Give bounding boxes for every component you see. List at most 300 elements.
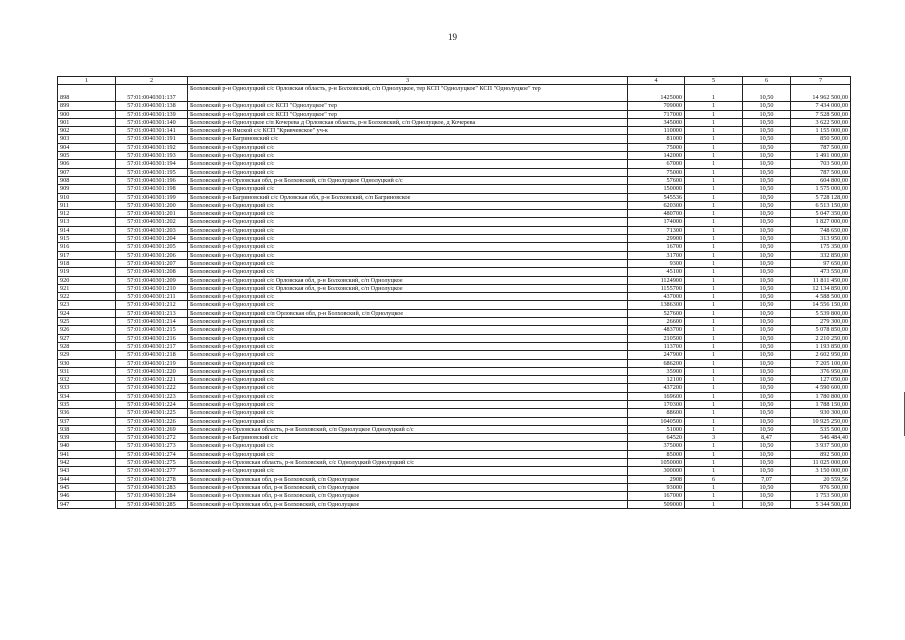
row-number: 928 bbox=[58, 342, 116, 350]
row-number: 931 bbox=[58, 367, 116, 375]
table-row bbox=[58, 168, 851, 176]
cadastral-number: 57:01:0040301:206 bbox=[116, 251, 188, 259]
rate-cell: 10,50 bbox=[743, 135, 791, 143]
table-row bbox=[58, 218, 851, 226]
value-cell: 1 788 150,00 bbox=[791, 400, 851, 408]
value-cell: 11 025 000,00 bbox=[791, 459, 851, 467]
value-cell: 5 047 350,00 bbox=[791, 210, 851, 218]
location-cell: Болховский р-н Орловская обл, р-н Болховский, с/п Однолуцкое bbox=[188, 492, 628, 500]
area-cell: 1040500 bbox=[628, 417, 685, 425]
location-cell: Болховский р-н Однолуцкий с/с КСП "Однолуцкое" тер bbox=[188, 110, 628, 118]
location-cell: Болховский р-н Однолуцкий с/с Орловская область, р-н Болховский, с/п Однолуцкое, тер КСП "Однолуцкое" КСП "Однолуцкое" тер bbox=[188, 85, 628, 102]
coefficient-cell: 1 bbox=[685, 185, 743, 193]
coefficient-cell: 1 bbox=[685, 293, 743, 301]
row-number: 918 bbox=[58, 259, 116, 267]
coefficient-cell: 1 bbox=[685, 376, 743, 384]
area-cell: 717000 bbox=[628, 110, 685, 118]
rate-cell: 10,50 bbox=[743, 176, 791, 184]
location-cell: Болховский р-н Орловская обл, р-н Болховский, с/п Однолуцкое Однолуцкий с/с bbox=[188, 176, 628, 184]
coefficient-cell: 1 bbox=[685, 135, 743, 143]
coefficient-cell: 1 bbox=[685, 85, 743, 102]
location-cell: Болховский р-н Однолуцкий с/с bbox=[188, 392, 628, 400]
cadastral-number: 57:01:0040301:210 bbox=[116, 284, 188, 292]
table-row bbox=[58, 459, 851, 467]
rate-cell: 10,50 bbox=[743, 210, 791, 218]
location-cell: Болховский р-н Однолуцкий с/с bbox=[188, 293, 628, 301]
rate-cell: 10,50 bbox=[743, 367, 791, 375]
area-cell: 31700 bbox=[628, 251, 685, 259]
cadastral-number: 57:01:0040301:273 bbox=[116, 442, 188, 450]
location-cell: Болховский р-н Однолуцкий с/с bbox=[188, 226, 628, 234]
coefficient-cell: 1 bbox=[685, 268, 743, 276]
location-cell: Болховский р-н Однолуцкий с/с bbox=[188, 259, 628, 267]
value-cell: 4 590 600,00 bbox=[791, 384, 851, 392]
cadastral-number: 57:01:0040301:221 bbox=[116, 376, 188, 384]
area-cell: 167000 bbox=[628, 492, 685, 500]
value-cell: 1 575 000,00 bbox=[791, 185, 851, 193]
rate-cell: 10,50 bbox=[743, 326, 791, 334]
area-cell: 527600 bbox=[628, 309, 685, 317]
cadastral-number: 57:01:0040301:137 bbox=[116, 85, 188, 102]
rate-cell: 10,50 bbox=[743, 118, 791, 126]
coefficient-cell: 1 bbox=[685, 259, 743, 267]
location-cell: Болховский р-н Однолуцкий с/с Орловская обл, р-н Болховский, с/п Однолуцкое bbox=[188, 276, 628, 284]
area-cell: 12100 bbox=[628, 376, 685, 384]
area-cell: 509000 bbox=[628, 500, 685, 508]
table-row bbox=[58, 293, 851, 301]
table-row bbox=[58, 276, 851, 284]
value-cell: 7 434 000,00 bbox=[791, 102, 851, 110]
coefficient-cell: 1 bbox=[685, 218, 743, 226]
row-number: 905 bbox=[58, 152, 116, 160]
location-cell: Болховский р-н Однолуцкий с/с bbox=[188, 218, 628, 226]
value-cell: 14 962 500,00 bbox=[791, 85, 851, 102]
cadastral-number: 57:01:0040301:218 bbox=[116, 351, 188, 359]
location-cell: Болховский р-н Однолуцкий с/с bbox=[188, 400, 628, 408]
cadastral-number: 57:01:0040301:277 bbox=[116, 467, 188, 475]
row-number: 900 bbox=[58, 110, 116, 118]
cadastral-number: 57:01:0040301:214 bbox=[116, 318, 188, 326]
rate-cell: 10,50 bbox=[743, 467, 791, 475]
rate-cell: 10,50 bbox=[743, 400, 791, 408]
row-number: 922 bbox=[58, 293, 116, 301]
value-cell: 12 134 850,00 bbox=[791, 284, 851, 292]
area-cell: 169600 bbox=[628, 392, 685, 400]
coefficient-cell: 1 bbox=[685, 342, 743, 350]
rate-cell: 10,50 bbox=[743, 492, 791, 500]
table-row bbox=[58, 243, 851, 251]
table-row bbox=[58, 367, 851, 375]
value-cell: 175 350,00 bbox=[791, 243, 851, 251]
row-number: 929 bbox=[58, 351, 116, 359]
cadastral-number: 57:01:0040301:209 bbox=[116, 276, 188, 284]
location-cell: Болховский р-н Однолуцкое с/п Кочерева д Орловская область, р-н Болховский, с/п Однолуцкое, д Кочерева bbox=[188, 118, 628, 126]
rate-cell: 10,50 bbox=[743, 226, 791, 234]
row-number: 939 bbox=[58, 434, 116, 442]
coefficient-cell: 1 bbox=[685, 176, 743, 184]
rate-cell: 10,50 bbox=[743, 127, 791, 135]
rate-cell: 10,50 bbox=[743, 218, 791, 226]
coefficient-cell: 1 bbox=[685, 201, 743, 209]
rate-cell: 10,50 bbox=[743, 110, 791, 118]
table-row bbox=[58, 152, 851, 160]
value-cell: 332 850,00 bbox=[791, 251, 851, 259]
coefficient-cell: 1 bbox=[685, 359, 743, 367]
coefficient-cell: 3 bbox=[685, 434, 743, 442]
value-cell: 1 753 500,00 bbox=[791, 492, 851, 500]
table-row bbox=[58, 492, 851, 500]
row-number: 926 bbox=[58, 326, 116, 334]
column-header: 5 bbox=[685, 77, 743, 85]
row-number: 932 bbox=[58, 376, 116, 384]
area-cell: 709000 bbox=[628, 102, 685, 110]
coefficient-cell: 1 bbox=[685, 251, 743, 259]
row-number: 917 bbox=[58, 251, 116, 259]
row-number: 909 bbox=[58, 185, 116, 193]
area-cell: 150000 bbox=[628, 185, 685, 193]
coefficient-cell: 1 bbox=[685, 193, 743, 201]
location-cell: Болховский р-н Однолуцкий с/с bbox=[188, 160, 628, 168]
location-cell: Болховский р-н Однолуцкий с/с bbox=[188, 326, 628, 334]
location-cell: Болховский р-н Однолуцкий с/п Орловская обл, р-н Болховский, с/п Однолуцкое bbox=[188, 309, 628, 317]
value-cell: 535 500,00 bbox=[791, 425, 851, 433]
value-cell: 11 811 450,00 bbox=[791, 276, 851, 284]
area-cell: 35900 bbox=[628, 367, 685, 375]
row-number: 902 bbox=[58, 127, 116, 135]
row-number: 910 bbox=[58, 193, 116, 201]
table-row bbox=[58, 425, 851, 433]
cadastral-number: 57:01:0040301:225 bbox=[116, 409, 188, 417]
location-cell: Болховский р-н Однолуцкий с/с bbox=[188, 342, 628, 350]
coefficient-cell: 1 bbox=[685, 417, 743, 425]
coefficient-cell: 1 bbox=[685, 301, 743, 309]
location-cell: Болховский р-н Однолуцкий с/с Орловская обл, р-н Болховский, с/п Однолуцкое bbox=[188, 284, 628, 292]
rate-cell: 10,50 bbox=[743, 276, 791, 284]
value-cell: 1 155 000,00 bbox=[791, 127, 851, 135]
area-cell: 1124900 bbox=[628, 276, 685, 284]
area-cell: 45100 bbox=[628, 268, 685, 276]
value-cell: 473 550,00 bbox=[791, 268, 851, 276]
coefficient-cell: 1 bbox=[685, 442, 743, 450]
table-row bbox=[58, 342, 851, 350]
row-number: 934 bbox=[58, 392, 116, 400]
table-row bbox=[58, 400, 851, 408]
area-cell: 345000 bbox=[628, 118, 685, 126]
row-number: 935 bbox=[58, 400, 116, 408]
cadastral-number: 57:01:0040301:194 bbox=[116, 160, 188, 168]
coefficient-cell: 1 bbox=[685, 351, 743, 359]
table-row bbox=[58, 500, 851, 508]
table-row bbox=[58, 251, 851, 259]
coefficient-cell: 1 bbox=[685, 127, 743, 135]
table-row bbox=[58, 235, 851, 243]
value-cell: 604 800,00 bbox=[791, 176, 851, 184]
coefficient-cell: 1 bbox=[685, 143, 743, 151]
cadastral-number: 57:01:0040301:138 bbox=[116, 102, 188, 110]
rate-cell: 10,50 bbox=[743, 442, 791, 450]
row-number: 945 bbox=[58, 483, 116, 491]
column-header: 3 bbox=[188, 77, 628, 85]
rate-cell: 10,50 bbox=[743, 409, 791, 417]
table-row bbox=[58, 442, 851, 450]
coefficient-cell: 1 bbox=[685, 392, 743, 400]
coefficient-cell: 1 bbox=[685, 367, 743, 375]
row-number: 946 bbox=[58, 492, 116, 500]
location-cell: Болховский р-н Однолуцкий с/с bbox=[188, 367, 628, 375]
row-number: 936 bbox=[58, 409, 116, 417]
area-cell: 67000 bbox=[628, 160, 685, 168]
coefficient-cell: 1 bbox=[685, 326, 743, 334]
cadastral-number: 57:01:0040301:211 bbox=[116, 293, 188, 301]
value-cell: 20 559,56 bbox=[791, 475, 851, 483]
coefficient-cell: 1 bbox=[685, 400, 743, 408]
location-cell: Болховский р-н Однолуцкий с/с bbox=[188, 467, 628, 475]
cadastral-number: 57:01:0040301:275 bbox=[116, 459, 188, 467]
row-number: 912 bbox=[58, 210, 116, 218]
location-cell: Болховский р-н Однолуцкий с/с bbox=[188, 210, 628, 218]
area-cell: 29900 bbox=[628, 235, 685, 243]
table-row bbox=[58, 201, 851, 209]
rate-cell: 10,50 bbox=[743, 318, 791, 326]
area-cell: 437000 bbox=[628, 293, 685, 301]
row-number: 898 bbox=[58, 85, 116, 102]
land-plot-table bbox=[57, 76, 851, 509]
coefficient-cell: 1 bbox=[685, 226, 743, 234]
row-number: 919 bbox=[58, 268, 116, 276]
location-cell: Болховский р-н Однолуцкий с/с bbox=[188, 442, 628, 450]
table-row bbox=[58, 268, 851, 276]
row-number: 947 bbox=[58, 500, 116, 508]
column-header: 6 bbox=[743, 77, 791, 85]
row-number: 915 bbox=[58, 235, 116, 243]
cadastral-number: 57:01:0040301:212 bbox=[116, 301, 188, 309]
table-row bbox=[58, 384, 851, 392]
cadastral-number: 57:01:0040301:217 bbox=[116, 342, 188, 350]
coefficient-cell: 1 bbox=[685, 160, 743, 168]
value-cell: 7 205 100,00 bbox=[791, 359, 851, 367]
table-row bbox=[58, 392, 851, 400]
column-header: 4 bbox=[628, 77, 685, 85]
area-cell: 1425000 bbox=[628, 85, 685, 102]
area-cell: 75000 bbox=[628, 168, 685, 176]
row-number: 933 bbox=[58, 384, 116, 392]
coefficient-cell: 1 bbox=[685, 110, 743, 118]
value-cell: 976 500,00 bbox=[791, 483, 851, 491]
value-cell: 850 500,00 bbox=[791, 135, 851, 143]
area-cell: 545536 bbox=[628, 193, 685, 201]
cadastral-number: 57:01:0040301:195 bbox=[116, 168, 188, 176]
value-cell: 4 588 500,00 bbox=[791, 293, 851, 301]
table-row bbox=[58, 351, 851, 359]
location-cell: Болховский р-н Орловская обл, р-н Болховский, с/п Однолуцкое bbox=[188, 483, 628, 491]
coefficient-cell: 1 bbox=[685, 318, 743, 326]
area-cell: 26600 bbox=[628, 318, 685, 326]
cadastral-number: 57:01:0040301:203 bbox=[116, 226, 188, 234]
area-cell: 16700 bbox=[628, 243, 685, 251]
value-cell: 5 078 850,00 bbox=[791, 326, 851, 334]
coefficient-cell: 1 bbox=[685, 467, 743, 475]
cadastral-number: 57:01:0040301:223 bbox=[116, 392, 188, 400]
coefficient-cell: 1 bbox=[685, 459, 743, 467]
cadastral-number: 57:01:0040301:205 bbox=[116, 243, 188, 251]
coefficient-cell: 1 bbox=[685, 118, 743, 126]
area-cell: 81000 bbox=[628, 135, 685, 143]
area-cell: 620300 bbox=[628, 201, 685, 209]
row-number: 901 bbox=[58, 118, 116, 126]
area-cell: 88600 bbox=[628, 409, 685, 417]
location-cell: Болховский р-н Однолуцкий с/с bbox=[188, 235, 628, 243]
table-row bbox=[58, 118, 851, 126]
table-row bbox=[58, 483, 851, 491]
rate-cell: 10,50 bbox=[743, 351, 791, 359]
cadastral-number: 57:01:0040301:226 bbox=[116, 417, 188, 425]
table-row bbox=[58, 193, 851, 201]
rate-cell: 10,50 bbox=[743, 500, 791, 508]
rate-cell: 10,50 bbox=[743, 301, 791, 309]
value-cell: 703 500,00 bbox=[791, 160, 851, 168]
table-row bbox=[58, 210, 851, 218]
table-row bbox=[58, 309, 851, 317]
rate-cell: 10,50 bbox=[743, 392, 791, 400]
table-row bbox=[58, 417, 851, 425]
table-row bbox=[58, 226, 851, 234]
area-cell: 210500 bbox=[628, 334, 685, 342]
cadastral-number: 57:01:0040301:200 bbox=[116, 201, 188, 209]
table-row bbox=[58, 176, 851, 184]
rate-cell: 10,50 bbox=[743, 259, 791, 267]
table-row bbox=[58, 284, 851, 292]
table-row bbox=[58, 450, 851, 458]
value-cell: 892 500,00 bbox=[791, 450, 851, 458]
value-cell: 1 827 000,00 bbox=[791, 218, 851, 226]
row-number: 903 bbox=[58, 135, 116, 143]
table-row bbox=[58, 376, 851, 384]
location-cell: Болховский р-н Однолуцкий с/с bbox=[188, 251, 628, 259]
area-cell: 247900 bbox=[628, 351, 685, 359]
location-cell: Болховский р-н Орловская область, р-н Болховский, с/п Однолуцкое Однолуцкий с/с bbox=[188, 425, 628, 433]
rate-cell: 10,50 bbox=[743, 251, 791, 259]
area-cell: 110000 bbox=[628, 127, 685, 135]
row-number: 899 bbox=[58, 102, 116, 110]
cadastral-number: 57:01:0040301:202 bbox=[116, 218, 188, 226]
rate-cell: 7,07 bbox=[743, 475, 791, 483]
rate-cell: 10,50 bbox=[743, 309, 791, 317]
value-cell: 5 539 800,00 bbox=[791, 309, 851, 317]
coefficient-cell: 1 bbox=[685, 168, 743, 176]
location-cell: Болховский р-н Орловская обл, р-н Болховский, с/п Однолуцкое bbox=[188, 500, 628, 508]
cadastral-number: 57:01:0040301:216 bbox=[116, 334, 188, 342]
location-cell: Болховский р-н Однолуцкий с/с bbox=[188, 351, 628, 359]
rate-cell: 10,50 bbox=[743, 459, 791, 467]
cadastral-number: 57:01:0040301:141 bbox=[116, 127, 188, 135]
location-cell: Болховский р-н Однолуцкий с/с bbox=[188, 143, 628, 151]
coefficient-cell: 1 bbox=[685, 243, 743, 251]
area-cell: 93000 bbox=[628, 483, 685, 491]
cadastral-number: 57:01:0040301:269 bbox=[116, 425, 188, 433]
value-cell: 930 300,00 bbox=[791, 409, 851, 417]
row-number: 923 bbox=[58, 301, 116, 309]
area-cell: 57600 bbox=[628, 176, 685, 184]
location-cell: Болховский р-н Однолуцкий с/с bbox=[188, 301, 628, 309]
area-cell: 113700 bbox=[628, 342, 685, 350]
value-cell: 2 602 950,00 bbox=[791, 351, 851, 359]
rate-cell: 10,50 bbox=[743, 483, 791, 491]
value-cell: 3 937 500,00 bbox=[791, 442, 851, 450]
rate-cell: 10,50 bbox=[743, 102, 791, 110]
coefficient-cell: 1 bbox=[685, 500, 743, 508]
table-row bbox=[58, 434, 851, 442]
rate-cell: 10,50 bbox=[743, 193, 791, 201]
cadastral-number: 57:01:0040301:283 bbox=[116, 483, 188, 491]
cadastral-number: 57:01:0040301:284 bbox=[116, 492, 188, 500]
area-cell: 2908 bbox=[628, 475, 685, 483]
value-cell: 5 728 128,00 bbox=[791, 193, 851, 201]
area-cell: 1155700 bbox=[628, 284, 685, 292]
location-cell: Болховский р-н Однолуцкий с/с bbox=[188, 359, 628, 367]
table-row bbox=[58, 326, 851, 334]
location-cell: Болховский р-н Однолуцкий с/с bbox=[188, 243, 628, 251]
location-cell: Болховский р-н Однолуцкий с/с bbox=[188, 168, 628, 176]
cadastral-number: 57:01:0040301:201 bbox=[116, 210, 188, 218]
cadastral-number: 57:01:0040301:199 bbox=[116, 193, 188, 201]
cadastral-number: 57:01:0040301:222 bbox=[116, 384, 188, 392]
coefficient-cell: 1 bbox=[685, 152, 743, 160]
cadastral-number: 57:01:0040301:219 bbox=[116, 359, 188, 367]
table-row bbox=[58, 85, 851, 102]
location-cell: Болховский р-н Однолуцкий с/с bbox=[188, 185, 628, 193]
rate-cell: 8,47 bbox=[743, 434, 791, 442]
coefficient-cell: 1 bbox=[685, 492, 743, 500]
location-cell: Болховский р-н Багриновский с/с bbox=[188, 434, 628, 442]
rate-cell: 10,50 bbox=[743, 143, 791, 151]
area-cell: 75000 bbox=[628, 143, 685, 151]
location-cell: Болховский р-н Однолуцкий с/с bbox=[188, 268, 628, 276]
row-number: 925 bbox=[58, 318, 116, 326]
coefficient-cell: 1 bbox=[685, 284, 743, 292]
cadastral-number: 57:01:0040301:139 bbox=[116, 110, 188, 118]
row-number: 916 bbox=[58, 243, 116, 251]
row-number: 920 bbox=[58, 276, 116, 284]
table-row bbox=[58, 135, 851, 143]
location-cell: Болховский р-н Однолуцкий с/с bbox=[188, 384, 628, 392]
value-cell: 3 150 000,00 bbox=[791, 467, 851, 475]
table-row bbox=[58, 127, 851, 135]
coefficient-cell: 1 bbox=[685, 425, 743, 433]
table-row bbox=[58, 102, 851, 110]
row-number: 908 bbox=[58, 176, 116, 184]
cadastral-number: 57:01:0040301:220 bbox=[116, 367, 188, 375]
cadastral-number: 57:01:0040301:140 bbox=[116, 118, 188, 126]
row-number: 937 bbox=[58, 417, 116, 425]
location-cell: Болховский р-н Орловская обл, р-н Болховский, с/п Однолуцкое bbox=[188, 475, 628, 483]
rate-cell: 10,50 bbox=[743, 384, 791, 392]
table-row bbox=[58, 318, 851, 326]
rate-cell: 10,50 bbox=[743, 168, 791, 176]
value-cell: 1 193 850,00 bbox=[791, 342, 851, 350]
area-cell: 1050000 bbox=[628, 459, 685, 467]
rate-cell: 10,50 bbox=[743, 185, 791, 193]
row-number: 911 bbox=[58, 201, 116, 209]
value-cell: 2 210 250,00 bbox=[791, 334, 851, 342]
row-number: 938 bbox=[58, 425, 116, 433]
column-number-row bbox=[58, 77, 851, 85]
area-cell: 64520 bbox=[628, 434, 685, 442]
cadastral-number: 57:01:0040301:198 bbox=[116, 185, 188, 193]
coefficient-cell: 1 bbox=[685, 483, 743, 491]
rate-cell: 10,50 bbox=[743, 201, 791, 209]
area-cell: 480700 bbox=[628, 210, 685, 218]
value-cell: 1 780 800,00 bbox=[791, 392, 851, 400]
